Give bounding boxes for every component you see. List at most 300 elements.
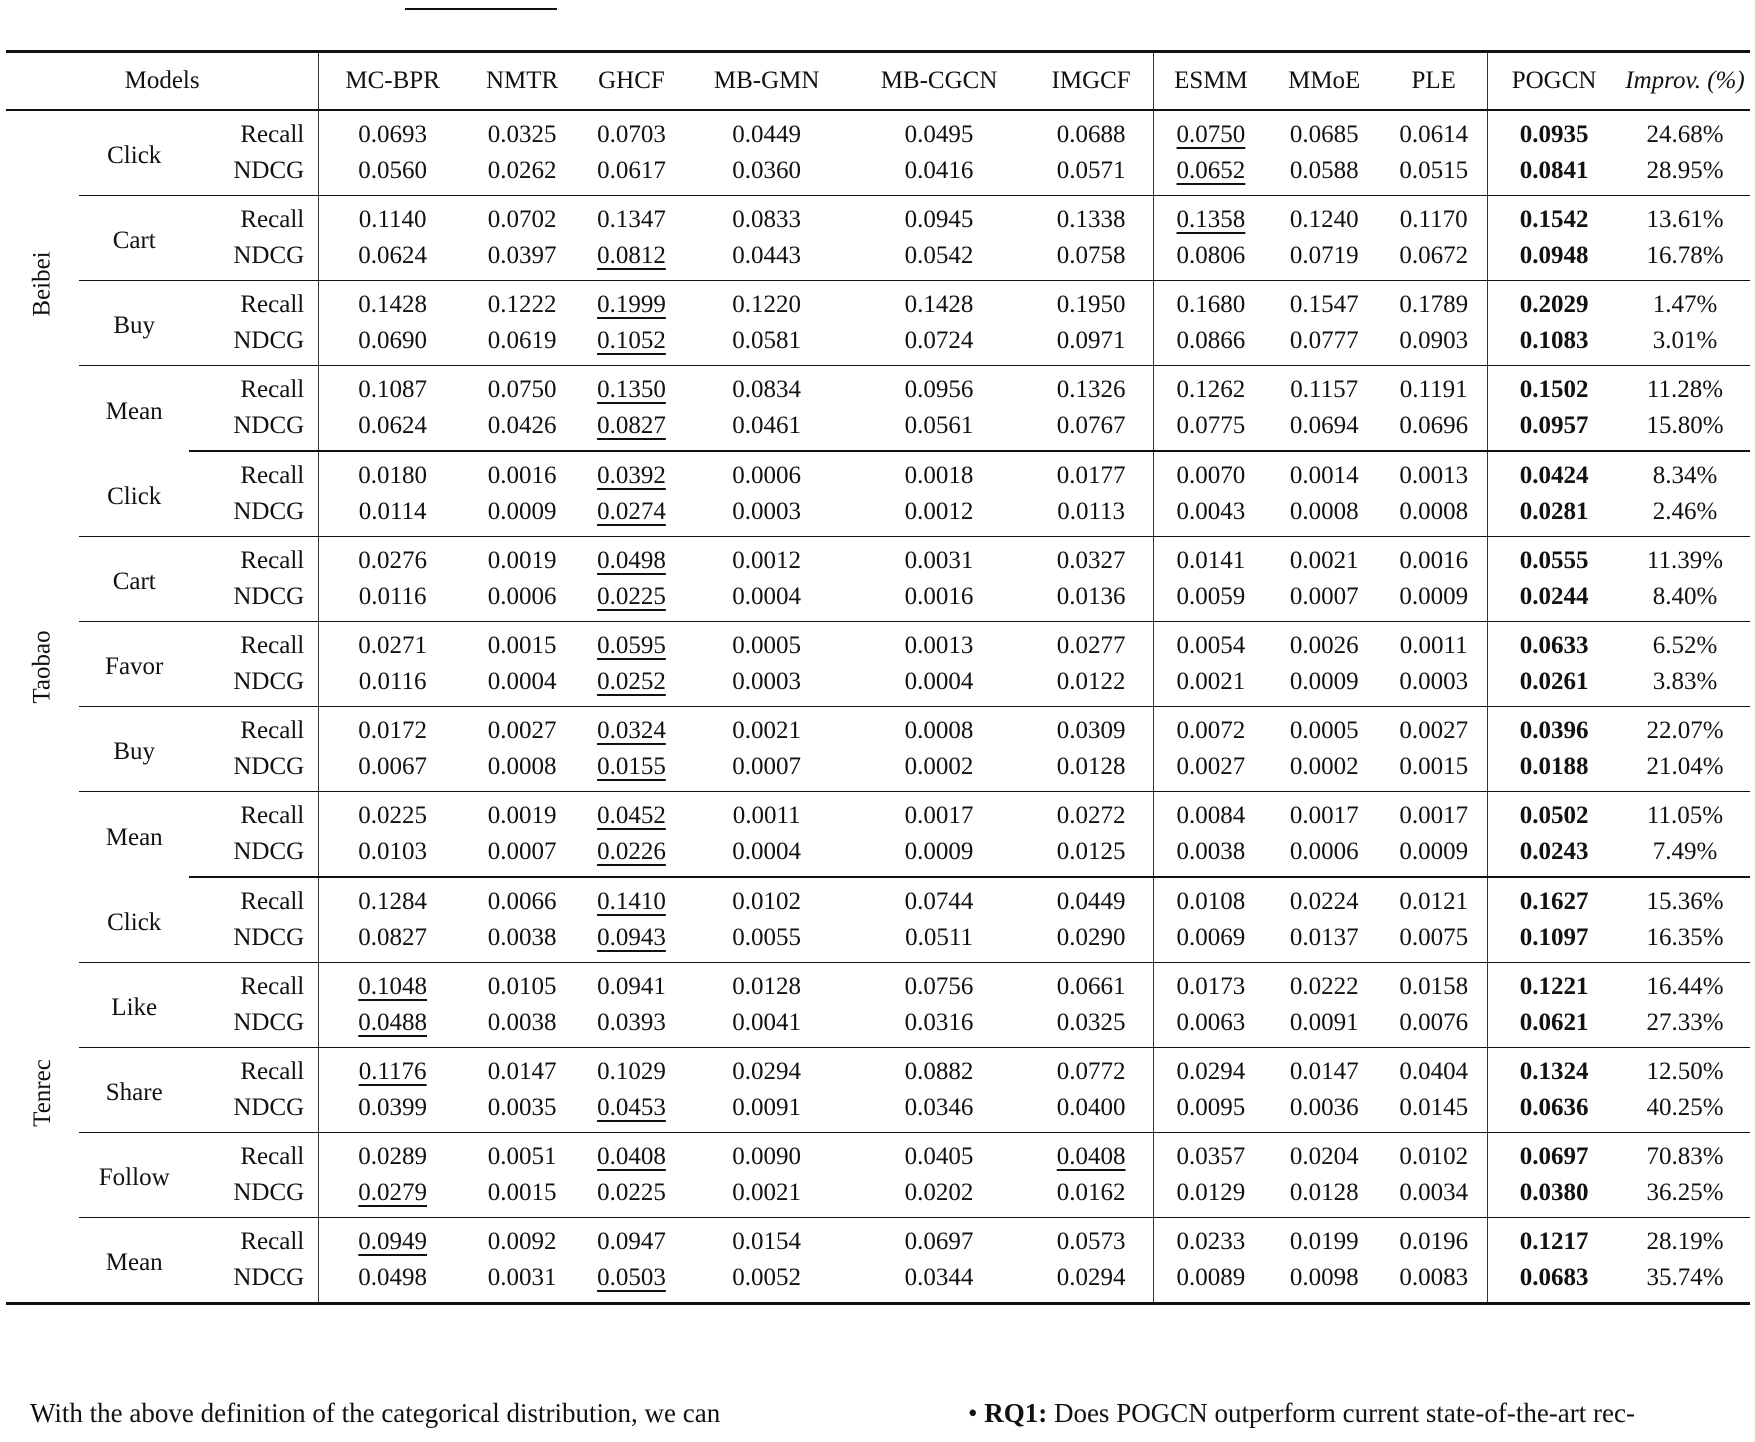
value-cell — [1380, 494, 1487, 537]
value-cell — [685, 537, 849, 580]
value-cell — [1380, 749, 1487, 792]
value: 0.0196 — [1399, 1228, 1469, 1255]
value: 0.0014 — [1289, 462, 1359, 489]
best-value-cell: 0.1542 — [1519, 206, 1589, 233]
value-cell — [849, 537, 1030, 580]
value-cell — [578, 707, 685, 750]
value: 0.0136 — [1056, 583, 1126, 610]
value: 0.0125 — [1056, 838, 1126, 865]
value-cell — [319, 1133, 466, 1176]
value-cell — [849, 281, 1030, 324]
table-row — [6, 1048, 1750, 1091]
value: 0.1950 — [1056, 291, 1126, 318]
value: 0.1157 — [1290, 376, 1359, 403]
second-best-value: 0.0452 — [597, 802, 666, 829]
value: 0.0003 — [1399, 668, 1469, 695]
value: 0.0019 — [487, 802, 557, 829]
value: 0.0697 — [904, 1228, 974, 1255]
value-cell — [1268, 834, 1380, 877]
value: 0.0019 — [487, 547, 557, 574]
value-cell — [1153, 1005, 1268, 1048]
improvement-cell: 11.39% — [1646, 547, 1724, 574]
improvement-cell: 7.49% — [1620, 834, 1750, 877]
value: 0.0495 — [904, 121, 974, 148]
value-cell — [1268, 153, 1380, 196]
value-cell — [578, 1218, 685, 1261]
second-best-value: 0.0252 — [597, 668, 666, 695]
value-cell — [849, 366, 1030, 409]
value: 0.1029 — [597, 1058, 666, 1085]
value: 0.0294 — [732, 1058, 802, 1085]
value: 0.0021 — [732, 1179, 802, 1206]
metric-label: Recall — [189, 877, 319, 920]
behavior-label: Click — [79, 877, 189, 963]
best-value-cell: 0.0948 — [1488, 238, 1620, 281]
improvement-cell: 2.46% — [1620, 494, 1750, 537]
improvement-cell: 15.36% — [1646, 888, 1724, 915]
metric-label: NDCG — [189, 1260, 319, 1304]
value: 0.0063 — [1176, 1009, 1246, 1036]
value-cell — [1380, 1218, 1487, 1261]
value: 0.0038 — [1176, 838, 1246, 865]
value: 0.0006 — [1289, 838, 1359, 865]
value-cell — [319, 281, 466, 324]
value-cell — [1153, 1048, 1268, 1091]
value-cell — [578, 792, 685, 835]
value-cell — [685, 153, 849, 196]
value: 0.0344 — [904, 1264, 974, 1291]
value-cell — [466, 1175, 578, 1218]
value-cell — [578, 110, 685, 153]
table-row — [6, 281, 1750, 324]
value: 0.0756 — [904, 973, 974, 1000]
value: 0.0007 — [732, 753, 802, 780]
value-cell — [1268, 110, 1380, 153]
value: 0.0199 — [1289, 1228, 1359, 1255]
value-cell — [685, 1175, 849, 1218]
value-cell — [578, 963, 685, 1006]
value-cell — [1153, 1218, 1268, 1261]
metric-label: NDCG — [189, 1005, 319, 1048]
value-cell — [578, 196, 685, 239]
improvement-cell: 16.44% — [1646, 973, 1724, 1000]
value: 0.0035 — [487, 1094, 557, 1121]
value: 0.0015 — [487, 1179, 557, 1206]
value: 0.0758 — [1056, 242, 1126, 269]
value-cell — [1268, 707, 1380, 750]
value: 0.1347 — [597, 206, 666, 233]
value: 0.0043 — [1176, 498, 1246, 525]
value-cell — [685, 579, 849, 622]
table-row — [6, 451, 1750, 494]
value-cell — [319, 622, 466, 665]
value: 0.0116 — [358, 668, 427, 695]
value-cell — [578, 1133, 685, 1176]
best-value-cell: 0.0636 — [1488, 1090, 1620, 1133]
table-row — [6, 749, 1750, 792]
second-best-value: 0.1176 — [358, 1058, 427, 1085]
value-cell — [849, 834, 1030, 877]
value-cell — [1380, 579, 1487, 622]
value: 0.0225 — [597, 1179, 666, 1206]
value: 0.0009 — [487, 498, 557, 525]
value: 0.0180 — [358, 462, 428, 489]
value-cell — [1268, 537, 1380, 580]
dataset-name: Taobao — [28, 630, 56, 704]
behavior-label: Mean — [105, 823, 163, 851]
behavior-label: Click — [79, 451, 189, 537]
value: 0.0004 — [904, 668, 974, 695]
improvement-cell: 36.25% — [1620, 1175, 1750, 1218]
value-cell — [1153, 494, 1268, 537]
dataset-label — [6, 451, 79, 877]
value: 0.0956 — [904, 376, 974, 403]
value-cell — [1153, 963, 1268, 1006]
value: 0.0941 — [597, 973, 666, 1000]
value-cell — [466, 196, 578, 239]
table-row — [6, 537, 1750, 580]
value: 0.0083 — [1399, 1264, 1469, 1291]
value: 0.0276 — [358, 547, 428, 574]
value: 0.0204 — [1289, 1143, 1359, 1170]
value: 0.0202 — [904, 1179, 974, 1206]
metric-label: Recall — [189, 1048, 319, 1091]
value-cell — [1380, 1133, 1487, 1176]
value-cell — [849, 963, 1030, 1006]
metric-label: Recall — [189, 1218, 319, 1261]
metric-label: Recall — [189, 537, 319, 580]
column-header: MB-CGCN — [849, 52, 1030, 111]
value-cell — [849, 238, 1030, 281]
value-cell — [319, 238, 466, 281]
value: 0.0141 — [1176, 547, 1246, 574]
second-best-value: 0.0750 — [1176, 121, 1246, 148]
value-cell — [319, 707, 466, 750]
value-cell — [1153, 1260, 1268, 1304]
improvement-cell: 70.83% — [1646, 1143, 1724, 1170]
previous-text-fragment — [0, 0, 1755, 16]
value: 0.1191 — [1399, 376, 1468, 403]
value: 0.0113 — [1057, 498, 1126, 525]
value: 0.0614 — [1399, 121, 1469, 148]
value-cell — [319, 494, 466, 537]
table-row — [6, 408, 1750, 451]
value-cell — [319, 1005, 466, 1048]
metric-label: NDCG — [189, 238, 319, 281]
table-row — [6, 622, 1750, 665]
value: 0.0561 — [904, 412, 974, 439]
value: 0.0017 — [1289, 802, 1359, 829]
value-cell — [319, 537, 466, 580]
value: 0.0091 — [732, 1094, 802, 1121]
value-cell — [849, 1005, 1030, 1048]
value-cell — [319, 920, 466, 963]
value-cell — [319, 1090, 466, 1133]
value: 0.0744 — [904, 888, 974, 915]
value-cell — [466, 408, 578, 451]
value: 0.0225 — [358, 802, 428, 829]
value-cell — [685, 1090, 849, 1133]
value-cell — [1153, 877, 1268, 920]
value: 0.0882 — [904, 1058, 974, 1085]
value: 0.0719 — [1289, 242, 1359, 269]
best-value-cell: 0.0396 — [1519, 717, 1589, 744]
value: 0.0346 — [904, 1094, 974, 1121]
value-cell — [1030, 238, 1154, 281]
improvement-cell: 15.80% — [1620, 408, 1750, 451]
value-cell — [1268, 323, 1380, 366]
value: 0.0158 — [1399, 973, 1469, 1000]
value: 0.0006 — [487, 583, 557, 610]
table-row — [6, 494, 1750, 537]
table-row — [6, 1218, 1750, 1261]
metric-label: Recall — [189, 792, 319, 835]
second-best-value: 0.0225 — [597, 583, 666, 610]
value-cell — [466, 622, 578, 665]
value-cell — [1268, 494, 1380, 537]
value: 0.0690 — [358, 327, 428, 354]
value: 0.0775 — [1176, 412, 1246, 439]
value: 0.0694 — [1289, 412, 1359, 439]
value-cell — [685, 920, 849, 963]
value: 0.0173 — [1176, 973, 1246, 1000]
value-cell — [1030, 110, 1154, 153]
value-cell — [685, 1048, 849, 1091]
value-cell — [1153, 1133, 1268, 1176]
value: 0.0162 — [1056, 1179, 1126, 1206]
value-cell — [319, 1048, 466, 1091]
value-cell — [319, 1218, 466, 1261]
value: 0.0027 — [487, 717, 557, 744]
value-cell — [1153, 451, 1268, 494]
value: 0.1326 — [1056, 376, 1126, 403]
improvement-cell: 8.40% — [1620, 579, 1750, 622]
second-best-value: 0.1048 — [358, 973, 428, 1000]
value-cell — [685, 622, 849, 665]
value: 0.0289 — [358, 1143, 428, 1170]
value-cell — [578, 153, 685, 196]
value-cell — [1030, 749, 1154, 792]
dataset-label — [6, 877, 79, 1304]
best-value-cell: 0.1217 — [1519, 1228, 1589, 1255]
value-cell — [1268, 877, 1380, 920]
value: 0.0006 — [732, 462, 802, 489]
value: 0.0702 — [487, 206, 557, 233]
value-cell — [849, 494, 1030, 537]
value: 0.0116 — [358, 583, 427, 610]
value-cell — [319, 196, 466, 239]
value-cell — [1268, 920, 1380, 963]
behavior-label: Mean — [105, 397, 163, 425]
second-best-value: 0.1358 — [1176, 206, 1246, 233]
value: 0.0833 — [732, 206, 802, 233]
value: 0.0004 — [732, 583, 802, 610]
value: 0.0177 — [1056, 462, 1126, 489]
second-best-value: 0.0274 — [597, 498, 666, 525]
value-cell — [685, 366, 849, 409]
metric-label: NDCG — [189, 408, 319, 451]
value: 0.0404 — [1399, 1058, 1469, 1085]
value: 0.0147 — [1289, 1058, 1359, 1085]
value: 0.0233 — [1176, 1228, 1246, 1255]
value-cell — [1030, 707, 1154, 750]
value: 0.0004 — [732, 838, 802, 865]
value-cell — [319, 1260, 466, 1304]
value: 0.0498 — [358, 1264, 428, 1291]
value-cell — [1380, 1175, 1487, 1218]
value-cell — [1380, 877, 1487, 920]
best-value-cell: 0.0935 — [1519, 121, 1589, 148]
value: 0.0041 — [732, 1009, 802, 1036]
value: 0.0003 — [732, 668, 802, 695]
improvement-cell: 12.50% — [1646, 1058, 1724, 1085]
results-table — [6, 50, 1750, 1305]
value-cell — [466, 1218, 578, 1261]
value-cell — [1380, 323, 1487, 366]
value: 0.0038 — [487, 924, 557, 951]
value-cell — [1030, 1048, 1154, 1091]
value: 0.0767 — [1056, 412, 1126, 439]
value-cell — [1380, 110, 1487, 153]
value: 0.1240 — [1289, 206, 1359, 233]
value-cell — [1268, 1218, 1380, 1261]
metric-label: NDCG — [189, 579, 319, 622]
value: 0.0007 — [487, 838, 557, 865]
value: 0.0393 — [597, 1009, 666, 1036]
value: 0.0405 — [904, 1143, 974, 1170]
value-cell — [319, 749, 466, 792]
value: 0.0688 — [1056, 121, 1126, 148]
value-cell — [466, 1048, 578, 1091]
value: 0.0137 — [1289, 924, 1359, 951]
second-best-value: 0.0155 — [597, 753, 666, 780]
column-header: IMGCF — [1030, 52, 1154, 111]
behavior-label: Mean — [105, 1249, 163, 1276]
value: 0.0008 — [1399, 498, 1469, 525]
value-cell — [849, 707, 1030, 750]
second-best-value: 0.0498 — [597, 547, 666, 574]
value-cell — [1030, 1133, 1154, 1176]
value: 0.0834 — [732, 376, 802, 403]
column-header: MB-GMN — [685, 52, 849, 111]
value-cell — [578, 1260, 685, 1304]
value-cell — [685, 834, 849, 877]
value-cell — [578, 920, 685, 963]
value: 0.0009 — [1399, 838, 1469, 865]
value-cell — [1153, 366, 1268, 409]
value: 0.0008 — [487, 753, 557, 780]
value: 0.0426 — [487, 412, 557, 439]
value-cell — [1268, 238, 1380, 281]
best-value-cell: 0.0243 — [1488, 834, 1620, 877]
second-best-value: 0.0949 — [358, 1228, 428, 1255]
table-row — [6, 792, 1750, 835]
value: 0.1262 — [1176, 376, 1246, 403]
value-cell — [466, 1005, 578, 1048]
table-row — [6, 110, 1750, 153]
value: 0.0573 — [1056, 1228, 1126, 1255]
value: 0.0128 — [1289, 1179, 1359, 1206]
value-cell — [685, 494, 849, 537]
second-best-value: 0.0943 — [597, 924, 666, 951]
value: 0.0002 — [904, 753, 974, 780]
value: 0.1789 — [1399, 291, 1469, 318]
value-cell — [685, 1133, 849, 1176]
value: 0.0560 — [358, 157, 428, 184]
value: 0.0009 — [1289, 668, 1359, 695]
value-cell — [578, 408, 685, 451]
value: 0.1284 — [358, 888, 428, 915]
value-cell — [466, 707, 578, 750]
dataset-name: Beibei — [28, 251, 56, 317]
value-cell — [466, 664, 578, 707]
value-cell — [319, 579, 466, 622]
table-row — [6, 834, 1750, 877]
column-header: MC-BPR — [319, 52, 466, 111]
best-value-cell: 0.0281 — [1488, 494, 1620, 537]
value: 0.0072 — [1176, 717, 1246, 744]
value-cell — [1030, 834, 1154, 877]
value-cell — [849, 451, 1030, 494]
value: 0.0945 — [904, 206, 974, 233]
metric-label: Recall — [189, 622, 319, 665]
best-value-cell: 0.0957 — [1488, 408, 1620, 451]
metric-label: NDCG — [189, 664, 319, 707]
value-cell — [1380, 792, 1487, 835]
second-best-value: 0.0408 — [597, 1143, 666, 1170]
best-value-cell: 0.0502 — [1519, 802, 1589, 829]
value: 0.0827 — [358, 924, 428, 951]
value-cell — [1153, 196, 1268, 239]
value: 0.0090 — [732, 1143, 802, 1170]
value: 0.0091 — [1289, 1009, 1359, 1036]
value-cell — [685, 110, 849, 153]
metric-label: Recall — [189, 707, 319, 750]
best-value-cell: 0.0621 — [1488, 1005, 1620, 1048]
value: 0.0005 — [732, 632, 802, 659]
value-cell — [1153, 622, 1268, 665]
best-value-cell: 0.0633 — [1519, 632, 1589, 659]
value-cell — [466, 238, 578, 281]
metric-label: NDCG — [189, 323, 319, 366]
value-cell — [466, 1133, 578, 1176]
value: 0.0147 — [487, 1058, 557, 1085]
value-cell — [685, 323, 849, 366]
value: 0.0105 — [487, 973, 557, 1000]
value: 0.0128 — [1056, 753, 1126, 780]
table-row — [6, 877, 1750, 920]
value-cell — [849, 1048, 1030, 1091]
value: 0.0004 — [487, 668, 557, 695]
value: 0.0624 — [358, 412, 428, 439]
value: 0.0309 — [1056, 717, 1126, 744]
value-cell — [1268, 579, 1380, 622]
value-cell — [1380, 196, 1487, 239]
value: 0.0222 — [1289, 973, 1359, 1000]
value-cell — [685, 1260, 849, 1304]
best-value-cell: 0.0424 — [1519, 462, 1589, 489]
value-cell — [1030, 537, 1154, 580]
value-cell — [1030, 1005, 1154, 1048]
best-value-cell: 0.2029 — [1519, 291, 1589, 318]
value-cell — [1380, 622, 1487, 665]
improvement-cell: 28.19% — [1646, 1228, 1724, 1255]
value-cell — [1268, 1175, 1380, 1218]
value: 0.0903 — [1399, 327, 1469, 354]
value-cell — [578, 537, 685, 580]
value: 0.0122 — [1056, 668, 1126, 695]
value-cell — [1268, 451, 1380, 494]
